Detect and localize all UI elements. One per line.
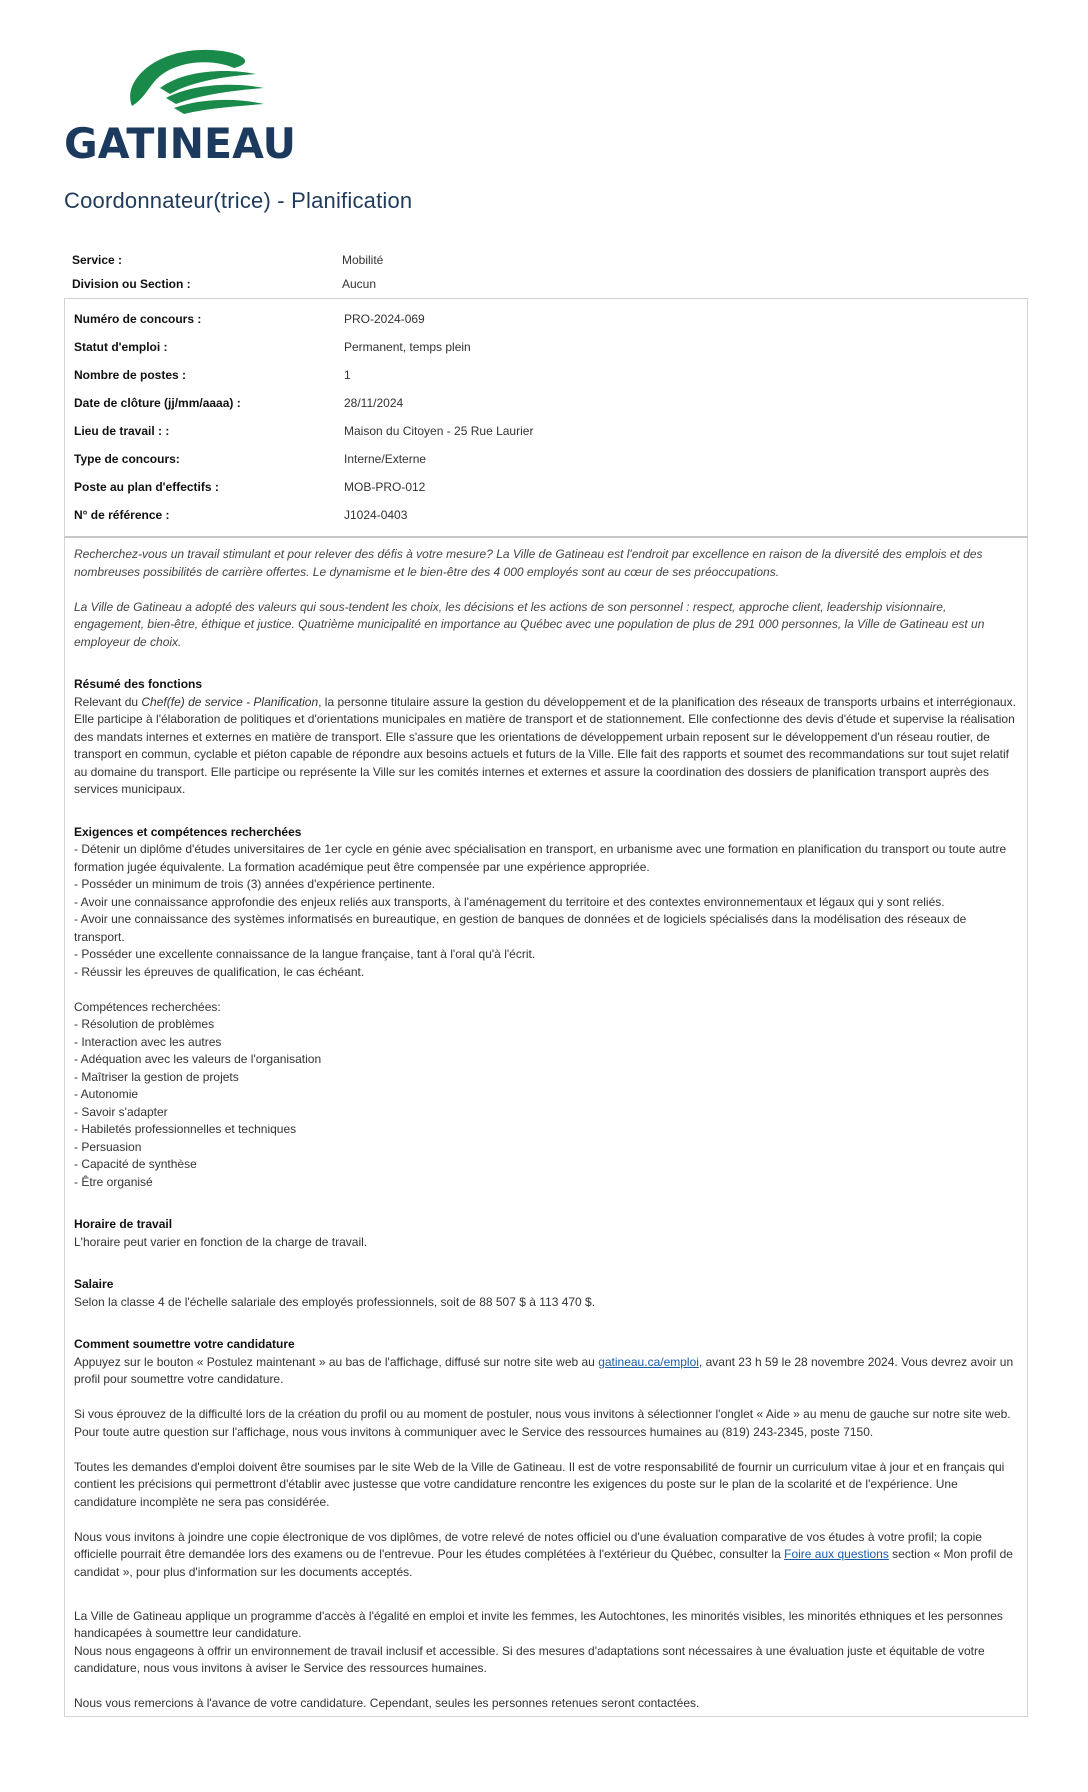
intro-paragraph: La Ville de Gatineau a adopté des valeurs qui sous-tendent les choix, les décisions et les actions de son personnel : respect, approche client, leadership visionnaire, engagement, bien-être, éthique et justice. Quatrième municipalité en importance au Québec avec une population de plus de 291 000 personnes, la Ville de Gatineau est un employeur de choix. — [74, 599, 985, 649]
section-heading-resume: Résumé des fonctions — [74, 677, 203, 691]
section-heading-candidature: Comment soumettre votre candidature — [74, 1337, 295, 1351]
service-row — [64, 248, 1024, 272]
section-heading-salaire: Salaire — [74, 1277, 114, 1291]
resume-supervisor: Chef(fe) de service - Planification — [141, 694, 319, 709]
info-value: Interne/Externe — [344, 452, 427, 466]
info-label: N° de référence : — [74, 508, 170, 522]
intro-paragraph: Recherchez-vous un travail stimulant et pour relever des défis à votre mesure? La Ville de Gatineau est l'endroit par excellence en raison de la diversité des emplois et des nombreuses possibilités de carrière offertes. Le dynamisme et le bien-être des 4 000 employés sont au cœur de ses préoccupations. — [74, 547, 983, 579]
info-row-postes — [65, 361, 1027, 389]
page-title: Coordonnateur(trice) - Planification — [64, 188, 413, 213]
exigence-item: - Réussir les épreuves de qualification, le cas échéant. — [74, 964, 365, 979]
division-label: Division ou Section : — [72, 277, 191, 291]
horaire-text: L'horaire peut varier en fonction de la charge de travail. — [74, 1234, 368, 1249]
info-value: Permanent, temps plein — [344, 340, 471, 354]
info-label: Date de clôture (jj/mm/aaaa) : — [74, 396, 241, 410]
competence-item: - Adéquation avec les valeurs de l'organisation — [74, 1052, 322, 1066]
logo-wordmark: GATINEAU — [64, 119, 296, 164]
candidature-text: , avant 23 h 59 le 28 novembre 2024. Vous devrez avoir un profil pour soumettre votre candidature. — [74, 1354, 1014, 1386]
competence-item: - Résolution de problèmes — [74, 1017, 215, 1031]
candidature-paragraph-4 — [74, 1529, 1018, 1582]
salaire-text: Selon la classe 4 de l'échelle salariale des employés professionnels, soit de 88 507 $ à 113 470 $. — [74, 1294, 596, 1309]
gatineau-logo-icon — [62, 44, 302, 164]
competence-item: - Interaction avec les autres — [74, 1034, 222, 1049]
competence-item: - Autonomie — [74, 1087, 139, 1101]
info-label: Statut d'emploi : — [74, 340, 168, 354]
exigence-item: - Avoir une connaissance des systèmes informatisés en bureautique, en gestion de banques de données et de logiciels spécialisés dans la modélisation des réseaux de transport. — [74, 912, 967, 944]
competence-item: - Habiletés professionnelles et techniques — [74, 1122, 297, 1136]
candidature-paragraph-3: Toutes les demandes d'emploi doivent être soumises par le site Web de la Ville de Gatineau. Il est de votre responsabilité de fournir un curriculum vitae à jour et en français qui contient les précisions qui permettront d'établir avec justesse que votre candidature rencontre les exigences du poste sur le plan de la scolarité et de l'expérience. Une candidature incomplète ne sera pas considérée. — [74, 1459, 1005, 1509]
candidature-paragraph-1 — [74, 1354, 1018, 1389]
info-value: 28/11/2024 — [344, 396, 404, 410]
inclusion-paragraph: Nous nous engageons à offrir un environnement de travail inclusif et accessible. Si des mesures d'adaptations sont nécessaires à une évaluation juste et équitable de votre candidature, nous vous invitons à aviser le Service des ressources humaines. — [74, 1643, 985, 1675]
emploi-link[interactable]: gatineau.ca/emploi — [598, 1354, 699, 1369]
section-heading-horaire: Horaire de travail — [74, 1217, 173, 1231]
resume-text: , la personne titulaire assure la gestion du développement et de la planification des réseaux de transports urbains et interrégionaux. Elle participe à l'élaboration de politiques et d'orientations municipales en matière de transport et de stationnement. Elle confectionne des devis d'étude et supervise la réalisation des mandats internes et externes en matière de transport. Elle s'assure que les orientations de développement urbain reposent sur le développement d'un réseau routier, de transport en commun, cyclable et piéton capable de répondre aux besoins actuels et futurs de la Ville. Elle fait des rapports et soumet des recommandations sur tout sujet relatif au domaine du transport. Elle participe ou représente la Ville sur les comités internes et externes et assure la coordination des dossiers de planification transport auprès des services municipaux. — [74, 694, 1016, 796]
competence-item: - Capacité de synthèse — [74, 1157, 197, 1171]
info-row-lieu — [65, 417, 1027, 445]
division-value: Aucun — [342, 277, 377, 291]
competence-item: - Savoir s'adapter — [74, 1104, 168, 1119]
info-row-reference — [65, 501, 1027, 529]
candidature-paragraph-2: Si vous éprouvez de la difficulté lors de la création du profil ou au moment de postuler, nous vous invitons à sélectionner l'onglet « Aide » au menu de gauche sur notre site web. Pour toute autre question sur l'affichage, nous vous invitons à communiquer avec le Service des ressources humaines au (819) 243-2345, poste 7150. — [74, 1407, 1011, 1439]
info-label: Nombre de postes : — [74, 368, 187, 382]
service-value: Mobilité — [342, 253, 384, 267]
resume-lead: Relevant du — [74, 694, 142, 709]
competence-item: - Être organisé — [74, 1174, 153, 1189]
service-section — [64, 248, 1024, 296]
job-description — [64, 538, 1028, 1717]
info-row-poste-plan — [65, 473, 1027, 501]
section-heading-exigences: Exigences et compétences recherchées — [74, 824, 302, 839]
exigence-item: - Avoir une connaissance approfondie des enjeux reliés aux transports, à l'aménagement du territoire et des contextes environnementaux et légaux qui y sont reliés. — [74, 894, 945, 909]
info-value: J1024-0403 — [344, 508, 408, 522]
competences-heading: Compétences recherchées: — [74, 999, 221, 1014]
candidature-text: Nous vous invitons à joindre une copie électronique de vos diplômes, de votre relevé de notes officiel ou d'une évaluation comparative de vos études à votre profil; la copie officielle pourrait être demandée lors des examens ou de l'entrevue. Pour les études complétées à l'extérieur du Québec, consulter la — [74, 1529, 982, 1561]
competence-item: - Maîtriser la gestion de projets — [74, 1069, 239, 1084]
info-value: Maison du Citoyen - 25 Rue Laurier — [344, 424, 534, 438]
division-row — [64, 272, 1024, 296]
exigence-item: - Détenir un diplôme d'études universitaires de 1er cycle en génie avec spécialisation en transport, en urbanisme avec une formation en planification du transport ou toute autre formation jugée équivalente. La formation académique peut être compensée par une expérience appropriée. — [74, 842, 1007, 874]
info-label: Lieu de travail : : — [74, 424, 170, 438]
info-row-statut — [65, 333, 1027, 361]
competence-item: - Persuasion — [74, 1139, 142, 1154]
info-row-type — [65, 445, 1027, 473]
gatineau-logo — [62, 44, 302, 164]
exigence-item: - Posséder un minimum de trois (3) années d'expérience pertinente. — [74, 877, 436, 891]
info-value: MOB-PRO-012 — [344, 480, 426, 494]
competition-info-box — [64, 298, 1028, 538]
info-row-concours — [65, 305, 1027, 333]
equality-paragraph: La Ville de Gatineau applique un programme d'accès à l'égalité en emploi et invite les femmes, les Autochtones, les minorités visibles, les minorités ethniques et les personnes handicapées à soumettre leur candidature. — [74, 1608, 1003, 1640]
info-value: PRO-2024-069 — [344, 312, 425, 326]
info-label: Poste au plan d'effectifs : — [74, 480, 219, 494]
info-label: Type de concours: — [74, 452, 180, 466]
info-label: Numéro de concours : — [74, 312, 202, 326]
service-label: Service : — [72, 253, 123, 267]
thanks-paragraph: Nous vous remercions à l'avance de votre candidature. Cependant, seules les personnes retenues seront contactées. — [74, 1696, 700, 1710]
candidature-text: Appuyez sur le bouton « Postulez maintenant » au bas de l'affichage, diffusé sur notre site web au — [74, 1354, 599, 1369]
candidature-text: section « Mon profil de candidat », pour plus d'information sur les documents acceptés. — [74, 1547, 1013, 1579]
exigence-item: - Posséder une excellente connaissance de la langue française, tant à l'oral qu'à l'écrit. — [74, 947, 536, 961]
info-value: 1 — [344, 368, 351, 382]
faq-link[interactable]: Foire aux questions — [784, 1547, 889, 1561]
resume-paragraph — [74, 694, 1018, 799]
info-row-cloture — [65, 389, 1027, 417]
